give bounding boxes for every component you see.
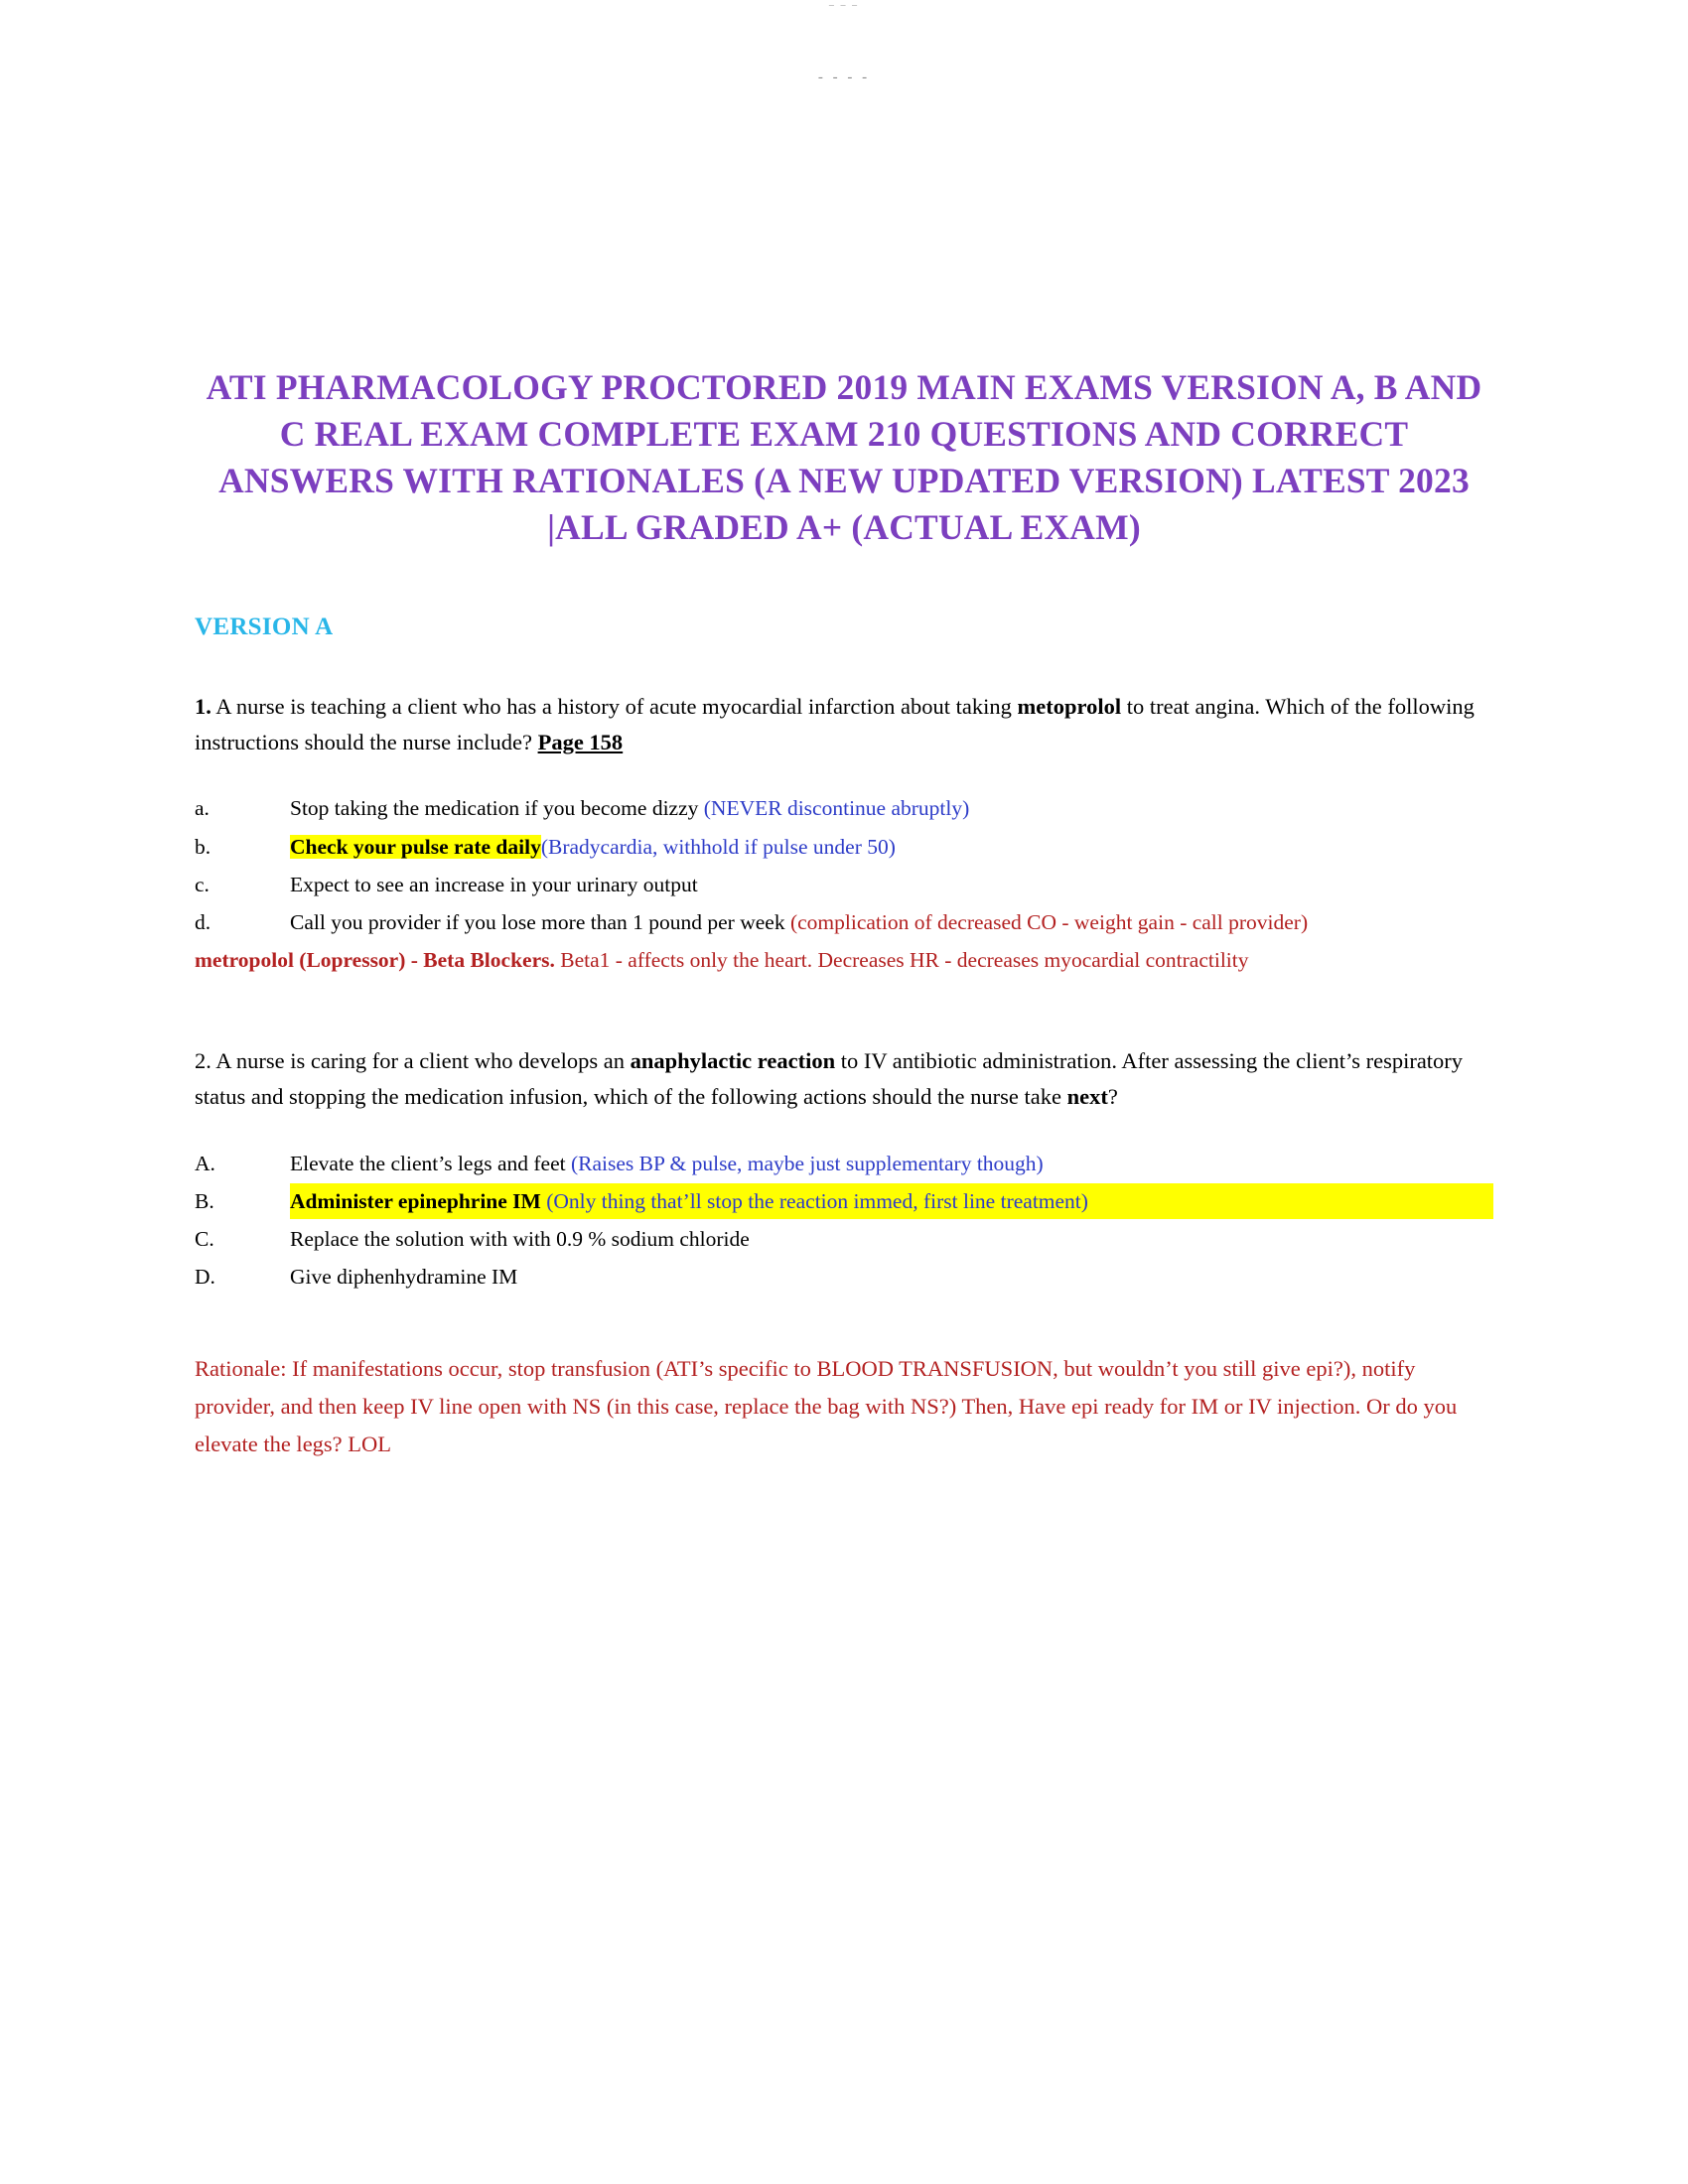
option-label-1a: Stop taking the medication if you become dizzy: [290, 796, 704, 821]
option-row-2d[interactable]: [195, 1259, 1493, 1295]
option-row-2a[interactable]: [195, 1146, 1493, 1181]
option-text-1a: [290, 790, 1493, 826]
option-row-2b[interactable]: [195, 1183, 1493, 1219]
question-1-text-part2: to treat angina. Which of the following instructions should the nurse include?: [195, 693, 1475, 755]
section-heading-version-a: VERSION A: [195, 613, 334, 640]
question-1-options: [195, 790, 1493, 978]
top-mark-1: ‾ ‾ ‾: [829, 3, 859, 18]
page-title: ATI PHARMACOLOGY PROCTORED 2019 MAIN EXAMS VERSION A, B AND C REAL EXAM COMPLETE EXAM 210 QUESTIONS AND CORRECT ANSWERS WITH RATIONALES (A NEW UPDATED VERSION) LATEST 2023 |ALL GRADED A+ (ACTUAL EXAM): [206, 366, 1482, 548]
option-label-2b: Administer epinephrine IM: [290, 1189, 547, 1214]
option-text-2d: Give diphenhydramine IM: [290, 1265, 518, 1290]
question-2-number: 2.: [195, 1048, 211, 1074]
question-2-text-part2: to IV antibiotic administration. After assessing the client’s respiratory status and stopping the medication infusion, which of the following actions should the nurse take: [195, 1048, 1464, 1110]
option-row-1c[interactable]: [195, 867, 1493, 902]
option-letter-2b: B.: [195, 1189, 214, 1214]
question-1-rationale-bold: metropolol (Lopressor) - Beta Blockers.: [195, 947, 555, 972]
question-1-rationale-text: Beta1 - affects only the heart. Decreases HR - decreases myocardial contractility: [554, 947, 1249, 972]
option-letter-1b: b.: [195, 834, 211, 859]
option-letter-2d: D.: [195, 1265, 215, 1290]
option-text-2c: Replace the solution with with 0.9 % sodium chloride: [290, 1227, 750, 1252]
option-row-1a[interactable]: [195, 790, 1493, 826]
option-text-1c: Expect to see an increase in your urinary output: [290, 872, 698, 896]
question-2-stem: [195, 1043, 1493, 1116]
option-note-2a: (Raises BP & pulse, maybe just supplementary though): [570, 1151, 1044, 1175]
question-2-bold-next: next: [1066, 1084, 1108, 1110]
option-text-1d: [290, 904, 1493, 940]
option-row-2c[interactable]: [195, 1221, 1493, 1257]
question-1-bold-drug: metoprolol: [1017, 693, 1122, 719]
option-note-1d: (complication of decreased CO - weight gain - call provider): [789, 909, 1309, 934]
option-label-1b: Check your pulse rate daily: [290, 834, 541, 859]
question-1-number: 1.: [195, 693, 211, 719]
question-2-options: [195, 1146, 1493, 1295]
option-row-1d[interactable]: [195, 904, 1493, 940]
question-2-bold-reaction: anaphylactic reaction: [630, 1048, 836, 1074]
question-1-page-reference: Page 158: [537, 730, 624, 755]
question-1-rationale: [195, 942, 1493, 978]
question-2-text-part1: A nurse is caring for a client who develops an: [211, 1048, 631, 1074]
option-label-1d: Call you provider if you lose more than 1 pound per week: [290, 909, 790, 934]
option-text-2b: [290, 1183, 1493, 1219]
option-note-2b: (Only thing that’ll stop the reaction immed, first line treatment): [546, 1189, 1088, 1214]
option-letter-2a: A.: [195, 1151, 215, 1175]
question-1-text-part1: A nurse is teaching a client who has a history of acute myocardial infarction about taking: [211, 693, 1018, 719]
question-1-stem: [195, 689, 1493, 761]
option-letter-1c: c.: [195, 872, 210, 896]
option-row-1b[interactable]: [195, 829, 1493, 865]
option-text-1b: [290, 829, 1493, 865]
option-text-2a: [290, 1146, 1493, 1181]
page-top-marks: [0, 0, 1688, 86]
option-letter-1d: d.: [195, 909, 211, 934]
document-content: [0, 364, 1688, 1463]
top-mark-2: - - - -: [817, 69, 871, 86]
option-letter-2c: C.: [195, 1227, 214, 1252]
question-2-text-part3: ?: [1107, 1084, 1118, 1110]
option-note-1b: (Bradycardia, withhold if pulse under 50): [540, 834, 896, 859]
option-note-1a: (NEVER discontinue abruptly): [703, 796, 970, 821]
option-letter-1a: a.: [195, 796, 210, 821]
question-2-rationale: Rationale: If manifestations occur, stop transfusion (ATI’s specific to BLOOD TRANSFUSION, but wouldn’t you still give epi?), notify provider, and then keep IV line open with NS (in this case, replace the bag with NS?) Then, Have epi ready for IM or IV injection. Or do you elevate the legs? LOL: [195, 1356, 1458, 1456]
option-label-2a: Elevate the client’s legs and feet: [290, 1151, 571, 1175]
